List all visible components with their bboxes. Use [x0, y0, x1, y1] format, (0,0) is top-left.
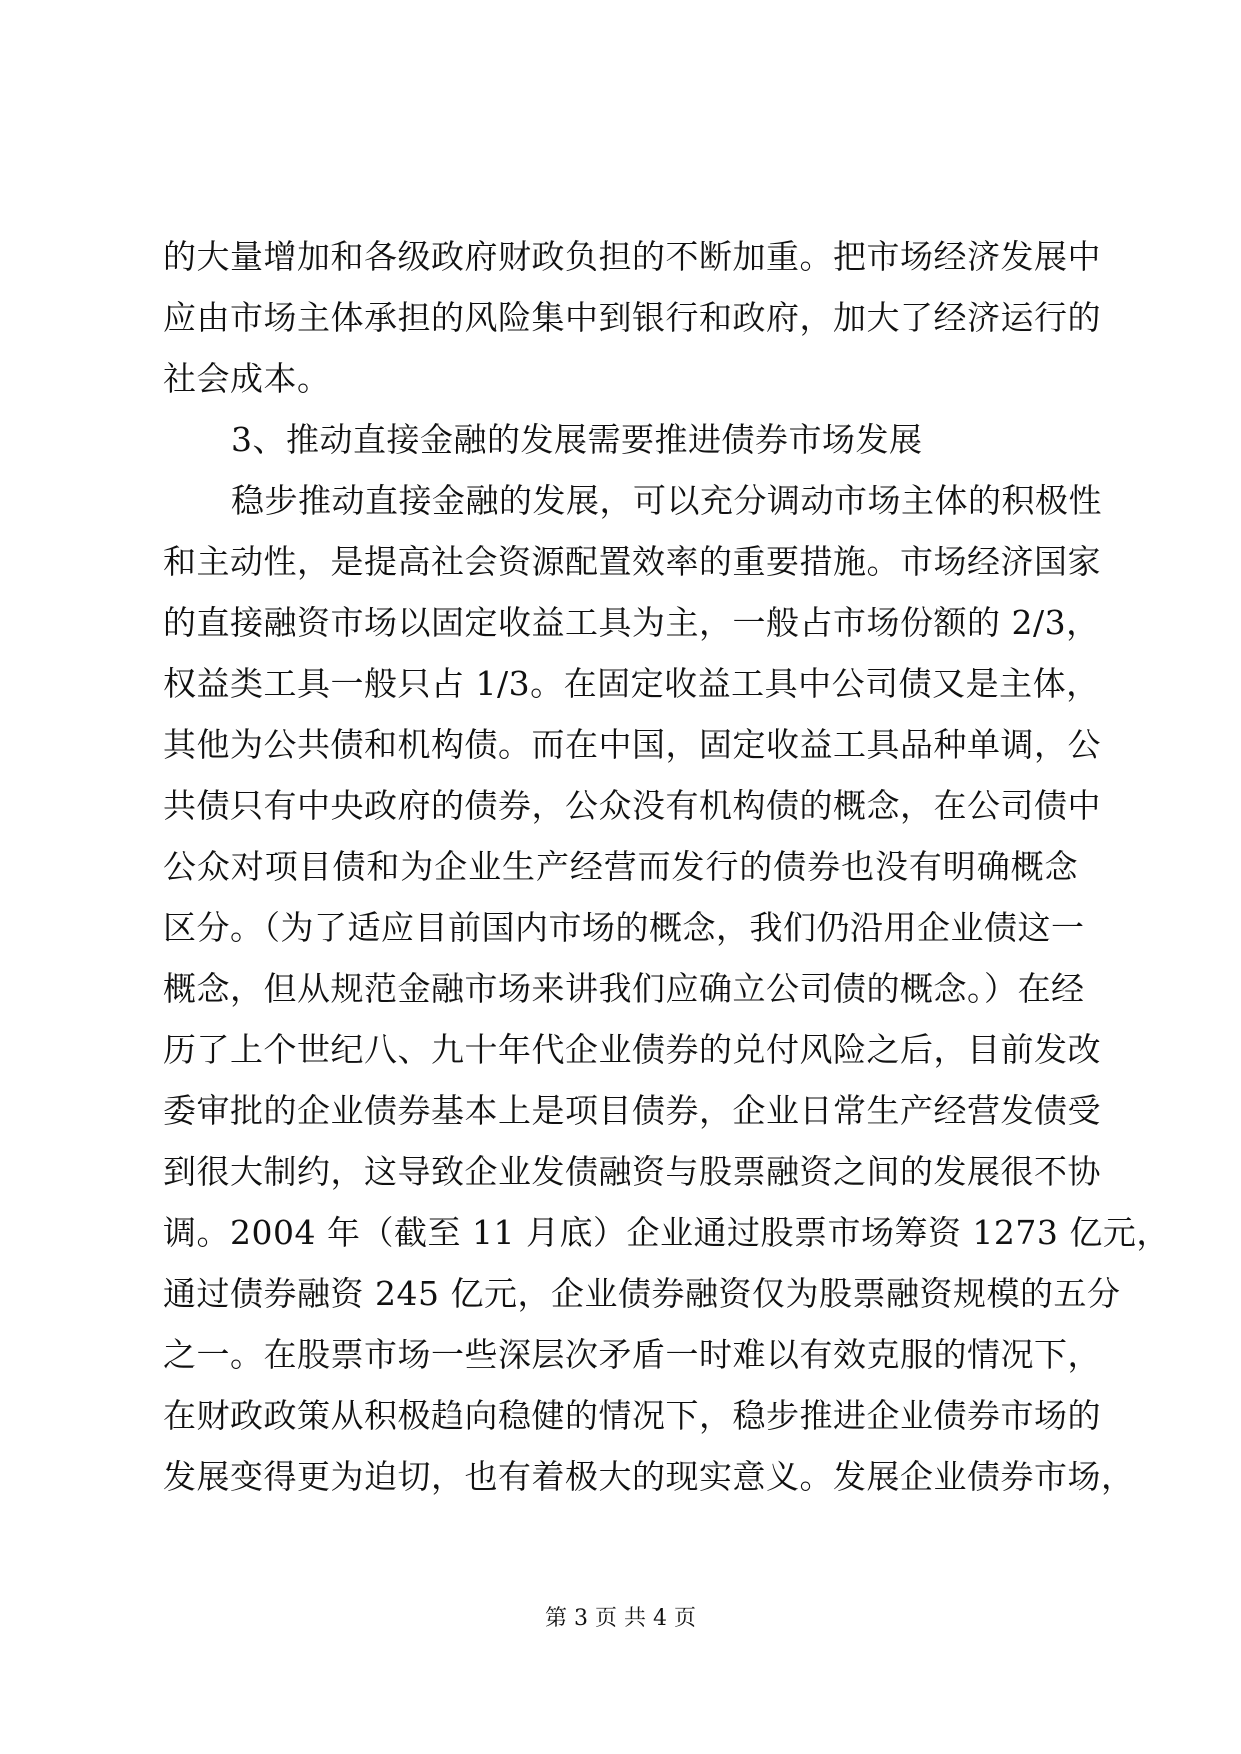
paragraph-line: 权益类工具一般只占 1/3。在固定收益工具中公司债又是主体，	[163, 664, 1100, 703]
paragraph-line: 发展变得更为迫切，也有着极大的现实意义。发展企业债券市场，	[163, 1457, 1135, 1496]
section-heading: 3、推动直接金融的发展需要推进债券市场发展	[231, 420, 923, 459]
paragraph-line: 和主动性，是提高社会资源配置效率的重要措施。市场经济国家	[163, 542, 1101, 581]
paragraph-line: 稳步推动直接金融的发展，可以充分调动市场主体的积极性	[231, 481, 1102, 520]
paragraph-line: 应由市场主体承担的风险集中到银行和政府，加大了经济运行的	[163, 298, 1101, 337]
paragraph-line: 区分。（为了适应目前国内市场的概念，我们仍沿用企业债这一	[163, 908, 1085, 947]
paragraph-line: 委审批的企业债券基本上是项目债券，企业日常生产经营发债受	[163, 1091, 1101, 1130]
paragraph-line: 通过债券融资 245 亿元，企业债券融资仅为股票融资规模的五分	[163, 1274, 1121, 1313]
paragraph-line: 共债只有中央政府的债券，公众没有机构债的概念，在公司债中	[163, 786, 1101, 825]
paragraph-line: 社会成本。	[163, 359, 331, 398]
paragraph-line: 之一。在股票市场一些深层次矛盾一时难以有效克服的情况下，	[163, 1335, 1101, 1374]
paragraph-line: 调。2004 年（截至 11 月底）企业通过股票市场筹资 1273 亿元，	[163, 1213, 1170, 1252]
page-number-footer: 第 3 页 共 4 页	[545, 1606, 696, 1631]
document-body	[163, 226, 1170, 1507]
paragraph-line: 在财政政策从积极趋向稳健的情况下，稳步推进企业债券市场的	[163, 1396, 1101, 1435]
paragraph-line: 历了上个世纪八、九十年代企业债券的兑付风险之后，目前发改	[163, 1030, 1101, 1069]
paragraph-line: 概念，但从规范金融市场来讲我们应确立公司债的概念。）在经	[163, 969, 1085, 1008]
paragraph-line: 的大量增加和各级政府财政负担的不断加重。把市场经济发展中	[163, 237, 1101, 276]
paragraph-line: 其他为公共债和机构债。而在中国，固定收益工具品种单调，公	[163, 725, 1101, 764]
paragraph-line: 到很大制约，这导致企业发债融资与股票融资之间的发展很不协	[163, 1152, 1101, 1191]
paragraph-line: 公众对项目债和为企业生产经营而发行的债券也没有明确概念	[163, 847, 1078, 886]
paragraph-line: 的直接融资市场以固定收益工具为主，一般占市场份额的 2/3，	[163, 603, 1100, 642]
